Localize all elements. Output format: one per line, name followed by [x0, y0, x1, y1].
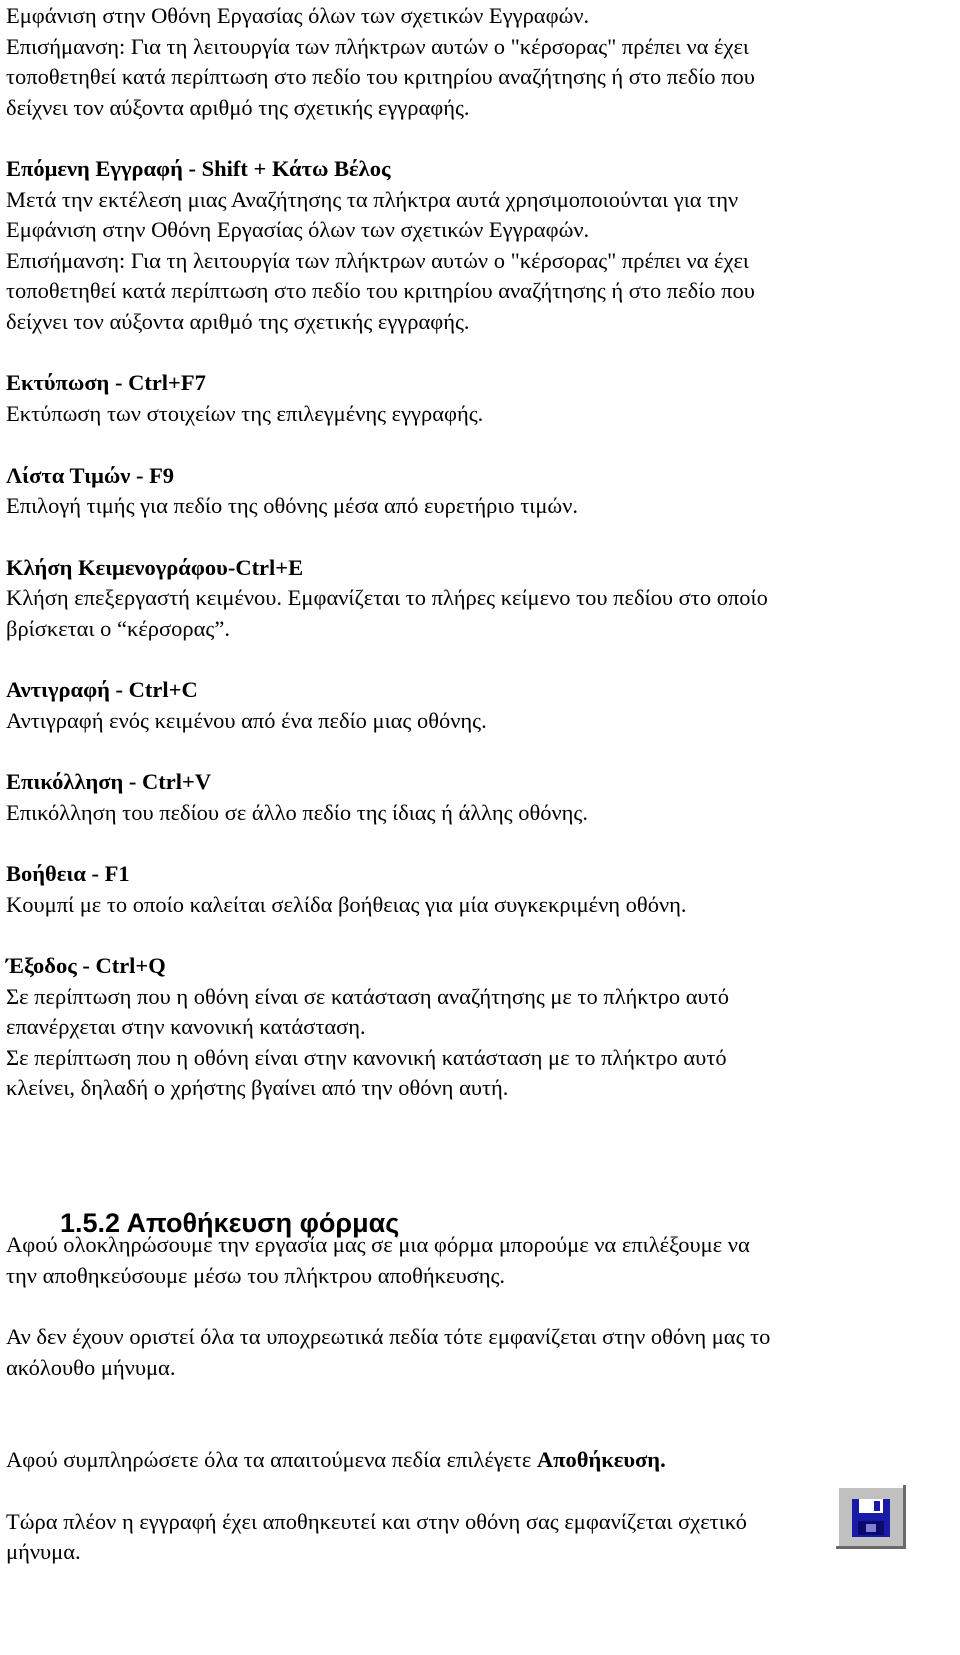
save-instruction-text: Αφού συμπληρώσετε όλα τα απαιτούμενα πεδία επιλέγετε: [6, 1447, 537, 1472]
text-line: την αποθηκεύσουμε μέσω του πλήκτρου αποθήκευσης.: [6, 1263, 506, 1288]
text-line: Επισήμανση: Για τη λειτουργία των πλήκτρων αυτών ο "κέρσορας" πρέπει να έχει: [6, 34, 749, 59]
save-instruction-line: [6, 1446, 666, 1474]
text-line: Επισήμανση: Για τη λειτουργία των πλήκτρων αυτών ο "κέρσορας" πρέπει να έχει: [6, 248, 749, 273]
text-line: Εμφάνιση στην Οθόνη Εργασίας όλων των σχετικών Εγγραφών.: [6, 3, 590, 28]
text-line: τοποθετηθεί κατά περίπτωση στο πεδίο του κριτηρίου αναζήτησης ή στο πεδίο που: [6, 278, 755, 303]
shortcut-heading-print: Εκτύπωση - Ctrl+F7: [6, 370, 206, 395]
text-line: Κουμπί με το οποίο καλείται σελίδα βοήθειας για μία συγκεκριμένη οθόνη.: [6, 892, 687, 917]
text-line: επανέρχεται στην κανονική κατάσταση.: [6, 1014, 366, 1039]
text-line: βρίσκεται ο “κέρσορας”.: [6, 616, 230, 641]
text-line: Μετά την εκτέλεση μιας Αναζήτησης τα πλήκτρα αυτά χρησιμοποιούνται για την: [6, 187, 739, 212]
text-line: μήνυμα.: [6, 1539, 81, 1564]
text-line: ακόλουθο μήνυμα.: [6, 1355, 176, 1380]
text-line: Αν δεν έχουν οριστεί όλα τα υποχρεωτικά πεδία τότε εμφανίζεται στην οθόνη μας το: [6, 1324, 771, 1349]
shortcut-heading-exit: Έξοδος - Ctrl+Q: [6, 953, 166, 978]
shortcut-heading-paste: Επικόλληση - Ctrl+V: [6, 769, 212, 794]
save-keyword: Αποθήκευση.: [536, 1447, 666, 1472]
text-line: κλείνει, δηλαδή ο χρήστης βγαίνει από την οθόνη αυτή.: [6, 1075, 509, 1100]
text-line: Σε περίπτωση που η οθόνη είναι στην κανονική κατάσταση με το πλήκτρο αυτό: [6, 1045, 727, 1070]
text-line: Σε περίπτωση που η οθόνη είναι σε κατάσταση αναζήτησης με το πλήκτρο αυτό: [6, 984, 729, 1009]
text-line: Αντιγραφή ενός κειμένου από ένα πεδίο μιας οθόνης.: [6, 708, 487, 733]
text-line: δείχνει τον αύξοντα αριθμό της σχετικής εγγραφής.: [6, 95, 470, 120]
shortcut-heading-value-list: Λίστα Τιμών - F9: [6, 463, 175, 488]
shortcut-heading-text-editor: Κλήση Κειμενογράφου-Ctrl+E: [6, 555, 304, 580]
shortcut-heading-help: Βοήθεια - F1: [6, 861, 130, 886]
text-line: Εμφάνιση στην Οθόνη Εργασίας όλων των σχετικών Εγγραφών.: [6, 217, 590, 242]
text-line: Εκτύπωση των στοιχείων της επιλεγμένης εγγραφής.: [6, 401, 484, 426]
text-line: δείχνει τον αύξοντα αριθμό της σχετικής εγγραφής.: [6, 309, 470, 334]
shortcut-heading-copy: Αντιγραφή - Ctrl+C: [6, 677, 198, 702]
text-line: Τώρα πλέον η εγγραφή έχει αποθηκευτεί και στην οθόνη σας εμφανίζεται σχετικό: [6, 1509, 747, 1534]
text-line: Κλήση επεξεργαστή κειμένου. Εμφανίζεται το πλήρες κείμενο του πεδίου στο οποίο: [6, 585, 768, 610]
text-line: Αφού ολοκληρώσουμε την εργασία μας σε μια φόρμα μπορούμε να επιλέξουμε να: [6, 1232, 750, 1257]
text-line: τοποθετηθεί κατά περίπτωση στο πεδίο του κριτηρίου αναζήτησης ή στο πεδίο που: [6, 64, 755, 89]
floppy-disk-save-icon: [836, 1485, 906, 1549]
section-heading: 1.5.2 Αποθήκευση φόρμας: [60, 1208, 400, 1238]
text-line: Επιλογή τιμής για πεδίο της οθόνης μέσα από ευρετήριο τιμών.: [6, 493, 579, 518]
text-line: Επικόλληση του πεδίου σε άλλο πεδίο της ίδιας ή άλλης οθόνης.: [6, 800, 588, 825]
shortcut-heading-next-record: Επόμενη Εγγραφή - Shift + Κάτω Βέλος: [6, 156, 391, 181]
